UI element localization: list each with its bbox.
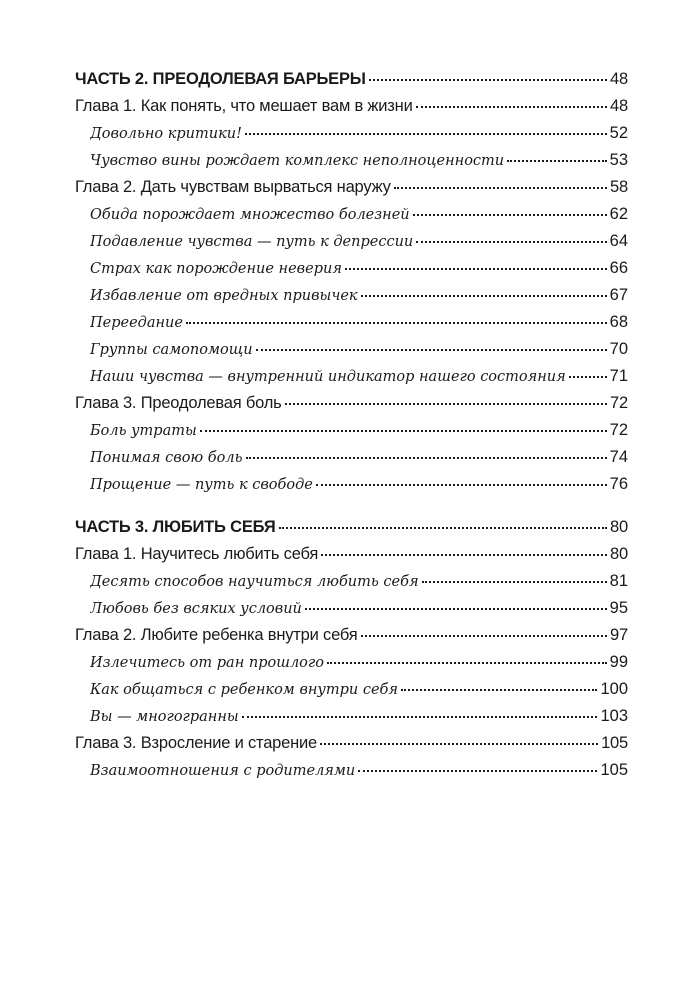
toc-chapter-entry[interactable] bbox=[75, 622, 628, 649]
dot-leader bbox=[358, 769, 597, 772]
toc-entry-page-number: 70 bbox=[609, 340, 628, 358]
toc-entry-title: Довольно критики! bbox=[90, 126, 242, 142]
toc-entry-title: Боль утраты bbox=[90, 423, 197, 439]
toc-entry-title: Подавление чувства — путь к депрессии bbox=[90, 234, 414, 250]
toc-section-entry[interactable] bbox=[75, 309, 628, 336]
toc-entry-page-number: 48 bbox=[610, 97, 628, 115]
toc-entry-page-number: 74 bbox=[609, 448, 628, 466]
toc-section-entry[interactable] bbox=[75, 120, 628, 147]
toc-entry-title: Чувство вины рождает комплекс неполноценности bbox=[90, 153, 505, 169]
toc-entry-page-number: 53 bbox=[609, 151, 628, 169]
dot-leader bbox=[279, 526, 608, 529]
dot-leader bbox=[316, 483, 607, 486]
dot-leader bbox=[245, 132, 607, 135]
dot-leader bbox=[320, 742, 598, 745]
toc-section-entry[interactable] bbox=[75, 595, 628, 622]
toc-chapter-entry[interactable] bbox=[75, 390, 628, 417]
dot-leader bbox=[285, 402, 608, 405]
toc-section-entry[interactable] bbox=[75, 757, 628, 784]
dot-leader bbox=[413, 213, 607, 216]
toc-section-entry[interactable] bbox=[75, 417, 628, 444]
toc-entry-title: Переедание bbox=[90, 315, 183, 331]
toc-entry-page-number: 100 bbox=[600, 680, 628, 698]
toc-section-entry[interactable] bbox=[75, 363, 628, 390]
dot-leader bbox=[321, 553, 607, 556]
toc-entry-title: Глава 1. Научитесь любить себя bbox=[75, 545, 319, 563]
toc-entry-page-number: 67 bbox=[609, 286, 628, 304]
section-spacer bbox=[75, 498, 628, 514]
dot-leader bbox=[416, 240, 606, 243]
toc-entry-title: Наши чувства — внутренний индикатор нашего состояния bbox=[90, 369, 566, 385]
toc-entry-page-number: 80 bbox=[610, 518, 628, 536]
toc-entry-page-number: 48 bbox=[610, 70, 628, 88]
dot-leader bbox=[200, 429, 607, 432]
toc-section-entry[interactable] bbox=[75, 649, 628, 676]
toc-entry-page-number: 97 bbox=[610, 626, 628, 644]
toc-chapter-entry[interactable] bbox=[75, 730, 628, 757]
dot-leader bbox=[242, 715, 598, 718]
toc-entry-page-number: 105 bbox=[600, 761, 628, 779]
toc-entry-title: Страх как порождение неверия bbox=[90, 261, 342, 277]
dot-leader bbox=[246, 456, 607, 459]
toc-entry-page-number: 81 bbox=[609, 572, 628, 590]
dot-leader bbox=[256, 348, 607, 351]
toc-entry-page-number: 99 bbox=[609, 653, 628, 671]
toc-entry-title: Понимая свою боль bbox=[90, 450, 243, 466]
toc-section-entry[interactable] bbox=[75, 228, 628, 255]
dot-leader bbox=[186, 321, 607, 324]
toc-entry-title: Глава 2. Дать чувствам вырваться наружу bbox=[75, 178, 391, 196]
toc-part-entry[interactable] bbox=[75, 514, 628, 541]
toc-entry-title: Обида порождает множество болезней bbox=[90, 207, 410, 223]
dot-leader bbox=[422, 580, 607, 583]
toc-entry-page-number: 80 bbox=[610, 545, 628, 563]
toc-section-entry[interactable] bbox=[75, 336, 628, 363]
toc-entry-title: Взаимоотношения с родителями bbox=[90, 763, 356, 779]
toc-section-entry[interactable] bbox=[75, 471, 628, 498]
dot-leader bbox=[361, 634, 608, 637]
toc-entry-title: Глава 3. Преодолевая боль bbox=[75, 394, 282, 412]
dot-leader bbox=[569, 375, 607, 378]
toc-entry-title: Излечитесь от ран прошлого bbox=[90, 655, 324, 671]
toc-section-entry[interactable] bbox=[75, 676, 628, 703]
toc-entry-page-number: 66 bbox=[609, 259, 628, 277]
toc-section-entry[interactable] bbox=[75, 568, 628, 595]
dot-leader bbox=[507, 159, 607, 162]
toc-chapter-entry[interactable] bbox=[75, 93, 628, 120]
toc-entry-title: Любовь без всяких условий bbox=[90, 601, 302, 617]
dot-leader bbox=[327, 661, 607, 664]
toc-section-entry[interactable] bbox=[75, 147, 628, 174]
toc-entry-title: Глава 1. Как понять, что мешает вам в жизни bbox=[75, 97, 413, 115]
dot-leader bbox=[394, 186, 607, 189]
toc-entry-title: Прощение — путь к свободе bbox=[90, 477, 313, 493]
toc-entry-page-number: 76 bbox=[609, 475, 628, 493]
dot-leader bbox=[305, 607, 607, 610]
toc-part-entry[interactable] bbox=[75, 66, 628, 93]
toc-entry-page-number: 71 bbox=[609, 367, 628, 385]
toc-entry-page-number: 62 bbox=[609, 205, 628, 223]
toc-section-entry[interactable] bbox=[75, 255, 628, 282]
toc-section-entry[interactable] bbox=[75, 703, 628, 730]
toc-chapter-entry[interactable] bbox=[75, 174, 628, 201]
dot-leader bbox=[345, 267, 607, 270]
toc-entry-page-number: 103 bbox=[600, 707, 628, 725]
dot-leader bbox=[369, 78, 607, 81]
toc-entry-title: Группы самопомощи bbox=[90, 342, 253, 358]
toc-entry-page-number: 105 bbox=[601, 734, 628, 752]
toc-entry-title: ЧАСТЬ 2. ПРЕОДОЛЕВАЯ БАРЬЕРЫ bbox=[75, 70, 366, 88]
dot-leader bbox=[401, 688, 597, 691]
toc-section-entry[interactable] bbox=[75, 201, 628, 228]
toc-section-entry[interactable] bbox=[75, 444, 628, 471]
dot-leader bbox=[361, 294, 607, 297]
toc-entry-page-number: 72 bbox=[610, 394, 628, 412]
toc-entry-page-number: 64 bbox=[609, 232, 628, 250]
toc-entry-page-number: 58 bbox=[610, 178, 628, 196]
toc-entry-title: Глава 3. Взросление и старение bbox=[75, 734, 318, 752]
toc-entry-title: Десять способов научиться любить себя bbox=[90, 574, 419, 590]
toc-entry-title: Избавление от вредных привычек bbox=[90, 288, 358, 304]
toc-entry-title: Глава 2. Любите ребенка внутри себя bbox=[75, 626, 358, 644]
table-of-contents bbox=[75, 66, 628, 784]
toc-section-entry[interactable] bbox=[75, 282, 628, 309]
toc-entry-page-number: 72 bbox=[609, 421, 628, 439]
toc-entry-page-number: 68 bbox=[609, 313, 628, 331]
toc-chapter-entry[interactable] bbox=[75, 541, 628, 568]
toc-entry-page-number: 52 bbox=[609, 124, 628, 142]
dot-leader bbox=[416, 105, 607, 108]
toc-entry-page-number: 95 bbox=[609, 599, 628, 617]
toc-entry-title: ЧАСТЬ 3. ЛЮБИТЬ СЕБЯ bbox=[75, 518, 276, 536]
toc-entry-title: Вы — многогранны bbox=[90, 709, 239, 725]
toc-entry-title: Как общаться с ребенком внутри себя bbox=[90, 682, 398, 698]
